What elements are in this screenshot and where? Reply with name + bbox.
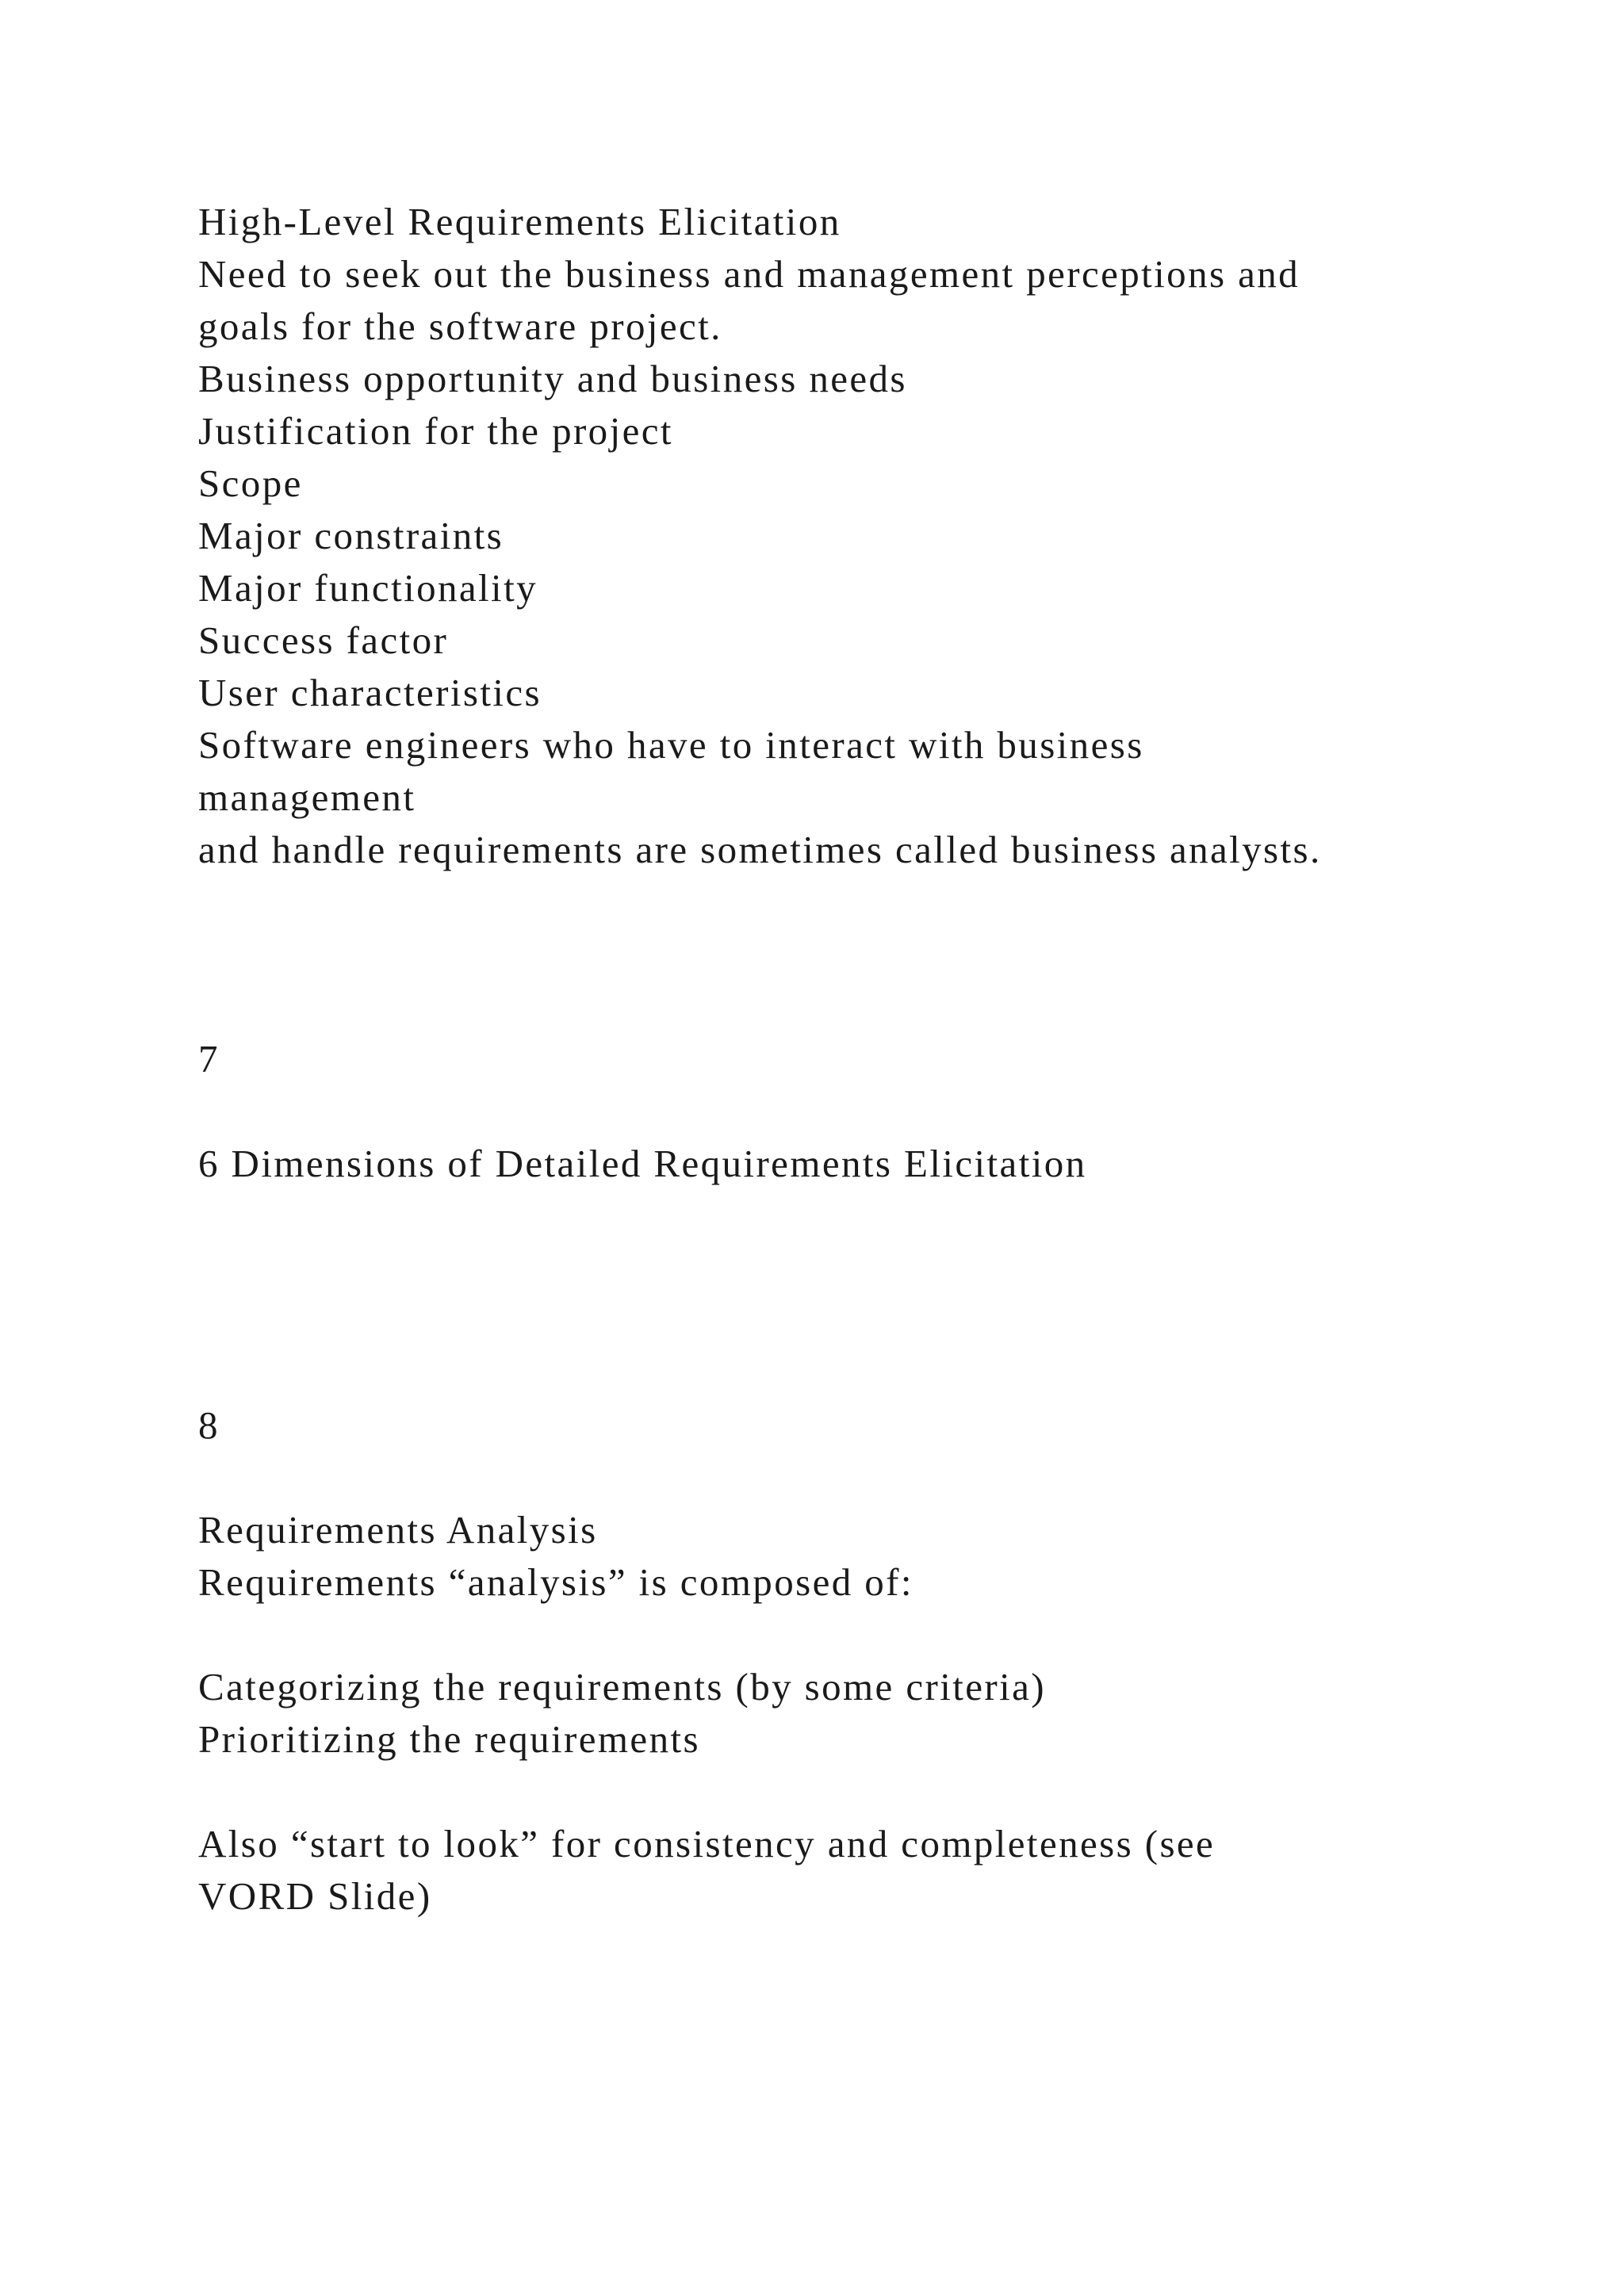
heading-requirements-analysis: Requirements Analysis bbox=[198, 1508, 598, 1552]
heading-high-level-elicitation: High-Level Requirements Elicitation bbox=[198, 200, 841, 243]
text-line: Major functionality bbox=[198, 566, 538, 610]
text-line: Requirements “analysis” is composed of: bbox=[198, 1560, 914, 1604]
text-line: Categorizing the requirements (by some criteria) bbox=[198, 1665, 1046, 1709]
text-line: Scope bbox=[198, 461, 303, 505]
text-line: Justification for the project bbox=[198, 409, 673, 453]
slide-number: 7 bbox=[198, 1037, 220, 1081]
heading-six-dimensions: 6 Dimensions of Detailed Requirements Elicitation bbox=[198, 1142, 1087, 1185]
text-line: Prioritizing the requirements bbox=[198, 1717, 700, 1761]
slide-number: 8 bbox=[198, 1403, 220, 1447]
text-line: Also “start to look” for consistency and completeness (see bbox=[198, 1822, 1216, 1866]
text-line: management bbox=[198, 775, 416, 819]
text-line: Success factor bbox=[198, 618, 449, 662]
text-line: User characteristics bbox=[198, 671, 542, 714]
text-line: Need to seek out the business and management perceptions and bbox=[198, 252, 1300, 296]
text-line: Software engineers who have to interact with business bbox=[198, 723, 1144, 767]
text-line: goals for the software project. bbox=[198, 304, 722, 348]
text-line: Business opportunity and business needs bbox=[198, 357, 907, 400]
text-line: Major constraints bbox=[198, 514, 504, 557]
text-line: and handle requirements are sometimes called business analysts. bbox=[198, 828, 1322, 871]
text-line: VORD Slide) bbox=[198, 1874, 432, 1918]
